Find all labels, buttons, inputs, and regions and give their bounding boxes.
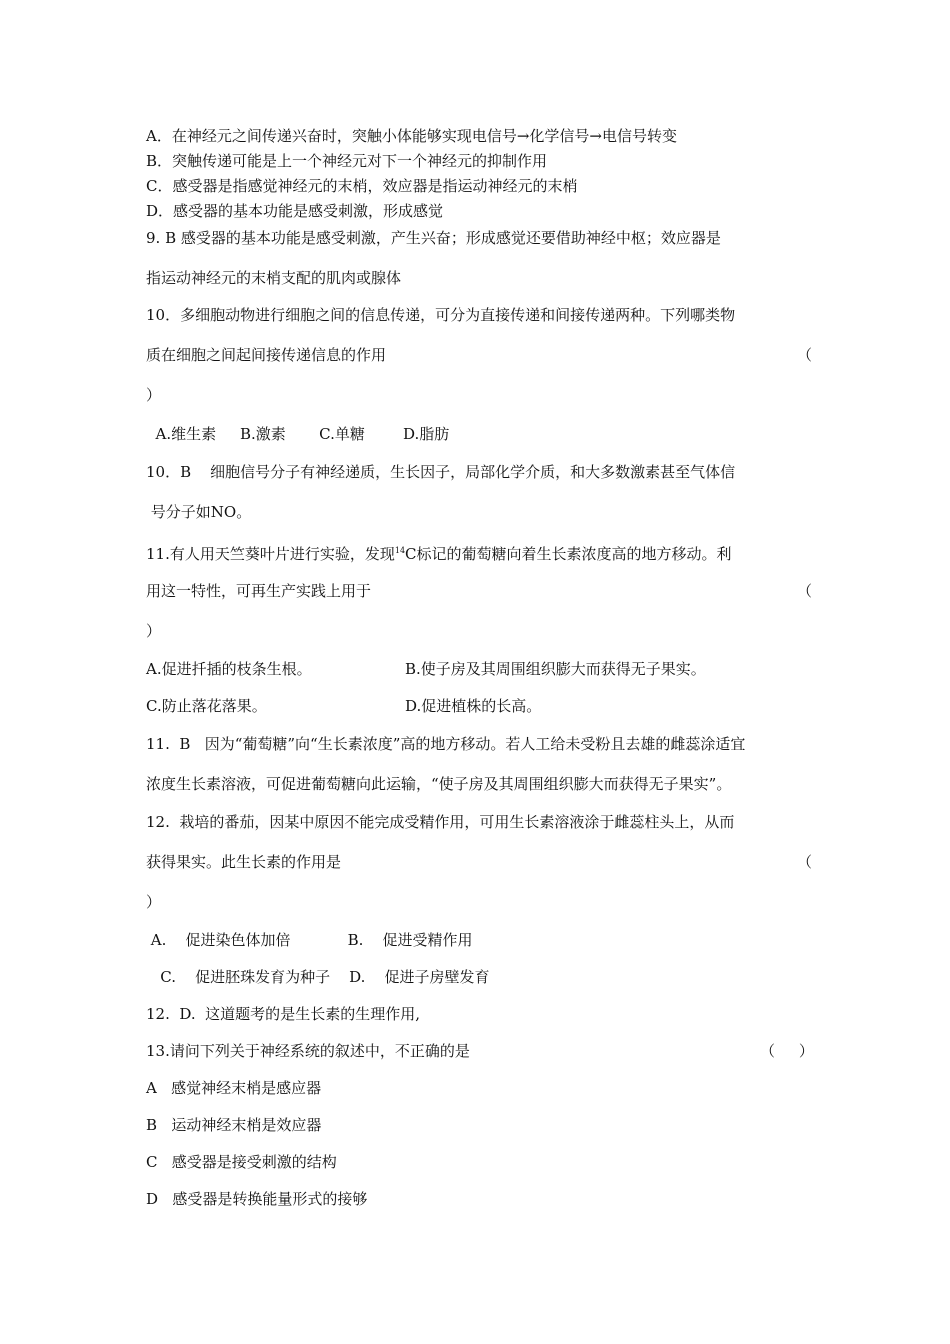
question-11-line2: 用这一特性，可再生产实践上用于 [146, 582, 372, 600]
question-10-line2: 质在细胞之间起间接传递信息的作用 [146, 346, 387, 364]
question-10-paren-close: ） [146, 386, 162, 404]
question-11-option-a: A.促进扦插的枝条生根。 [146, 660, 312, 678]
question-12-options-cd: C. 促进胚珠发育为种子 D. 促进子房壁发育 [146, 968, 490, 986]
question-11-option-c: C.防止落花落果。 [146, 697, 267, 715]
question-10-paren-open: （ [797, 346, 813, 364]
q8-option-b: B．突触传递可能是上一个神经元对下一个神经元的抑制作用 [146, 152, 548, 170]
q8-option-a: A．在神经元之间传递兴奋时，突触小体能够实现电信号→化学信号→电信号转变 [146, 127, 677, 145]
answer-9-line1: 9. B 感受器的基本功能是感受刺激，产生兴奋；形成感觉还要借助神经中枢；效应器是 [146, 229, 721, 247]
q8-option-c: C．感受器是指感觉神经元的末梢，效应器是指运动神经元的末梢 [146, 177, 578, 195]
question-13-option-b: B 运动神经末梢是效应器 [146, 1116, 322, 1134]
question-13-option-c: C 感受器是接受刺激的结构 [146, 1153, 337, 1171]
question-12-paren-close: ） [146, 893, 162, 911]
question-13-option-d: D 感受器是转换能量形式的接够 [146, 1190, 368, 1208]
question-12-options-ab: A. 促进染色体加倍 B. 促进受精作用 [146, 931, 473, 949]
answer-11-line2: 浓度生长素溶液，可促进葡萄糖向此运输，“使子房及其周围组织膨大而获得无子果实”。 [146, 775, 732, 793]
question-10-line1: 10．多细胞动物进行细胞之间的信息传递，可分为直接传递和间接传递两种。下列哪类物 [146, 306, 736, 324]
answer-11-line1: 11. B 因为“葡萄糖”向“生长素浓度”高的地方移动。若人工给未受粉且去雄的雌蕊涂适宜 [146, 735, 746, 753]
question-10-options: A.维生素 B.激素 C.单糖 D.脂肪 [146, 425, 450, 443]
q11-text-b: C标记的葡萄糖向着生长素浓度高的地方移动。利 [405, 545, 732, 563]
question-13-option-a: A 感觉神经末梢是感应器 [146, 1079, 322, 1097]
answer-12: 12. D. 这道题考的是生长素的生理作用, [146, 1005, 420, 1023]
question-13-paren: （ ） [760, 1042, 814, 1060]
question-11-option-d: D.促进植株的长高。 [405, 697, 542, 715]
question-11-line1 [146, 541, 732, 564]
question-12-line2: 获得果实。此生长素的作用是 [146, 853, 342, 871]
answer-10-line2: 号分子如NO。 [146, 503, 252, 521]
question-11-paren-close: ） [146, 622, 162, 640]
question-12-paren-open: （ [797, 853, 813, 871]
question-11-option-b: B.使子房及其周围组织膨大而获得无子果实。 [405, 660, 706, 678]
q11-text-a: 11.有人用天竺葵叶片进行实验，发现 [146, 545, 395, 563]
question-11-paren-open: （ [797, 582, 813, 600]
question-12-line1: 12. 栽培的番茄，因某中原因不能完成受精作用，可用生长素溶液涂于雌蕊柱头上，从而 [146, 813, 735, 831]
q8-option-d: D．感受器的基本功能是感受刺激，形成感觉 [146, 202, 444, 220]
question-13-stem: 13.请问下列关于神经系统的叙述中，不正确的是 [146, 1042, 470, 1060]
isotope-superscript: 14 [394, 546, 406, 555]
answer-9-line2: 指运动神经元的末梢支配的肌肉或腺体 [146, 269, 402, 287]
answer-10-line1: 10．B 细胞信号分子有神经递质，生长因子，局部化学介质，和大多数激素甚至气体信 [146, 463, 736, 481]
